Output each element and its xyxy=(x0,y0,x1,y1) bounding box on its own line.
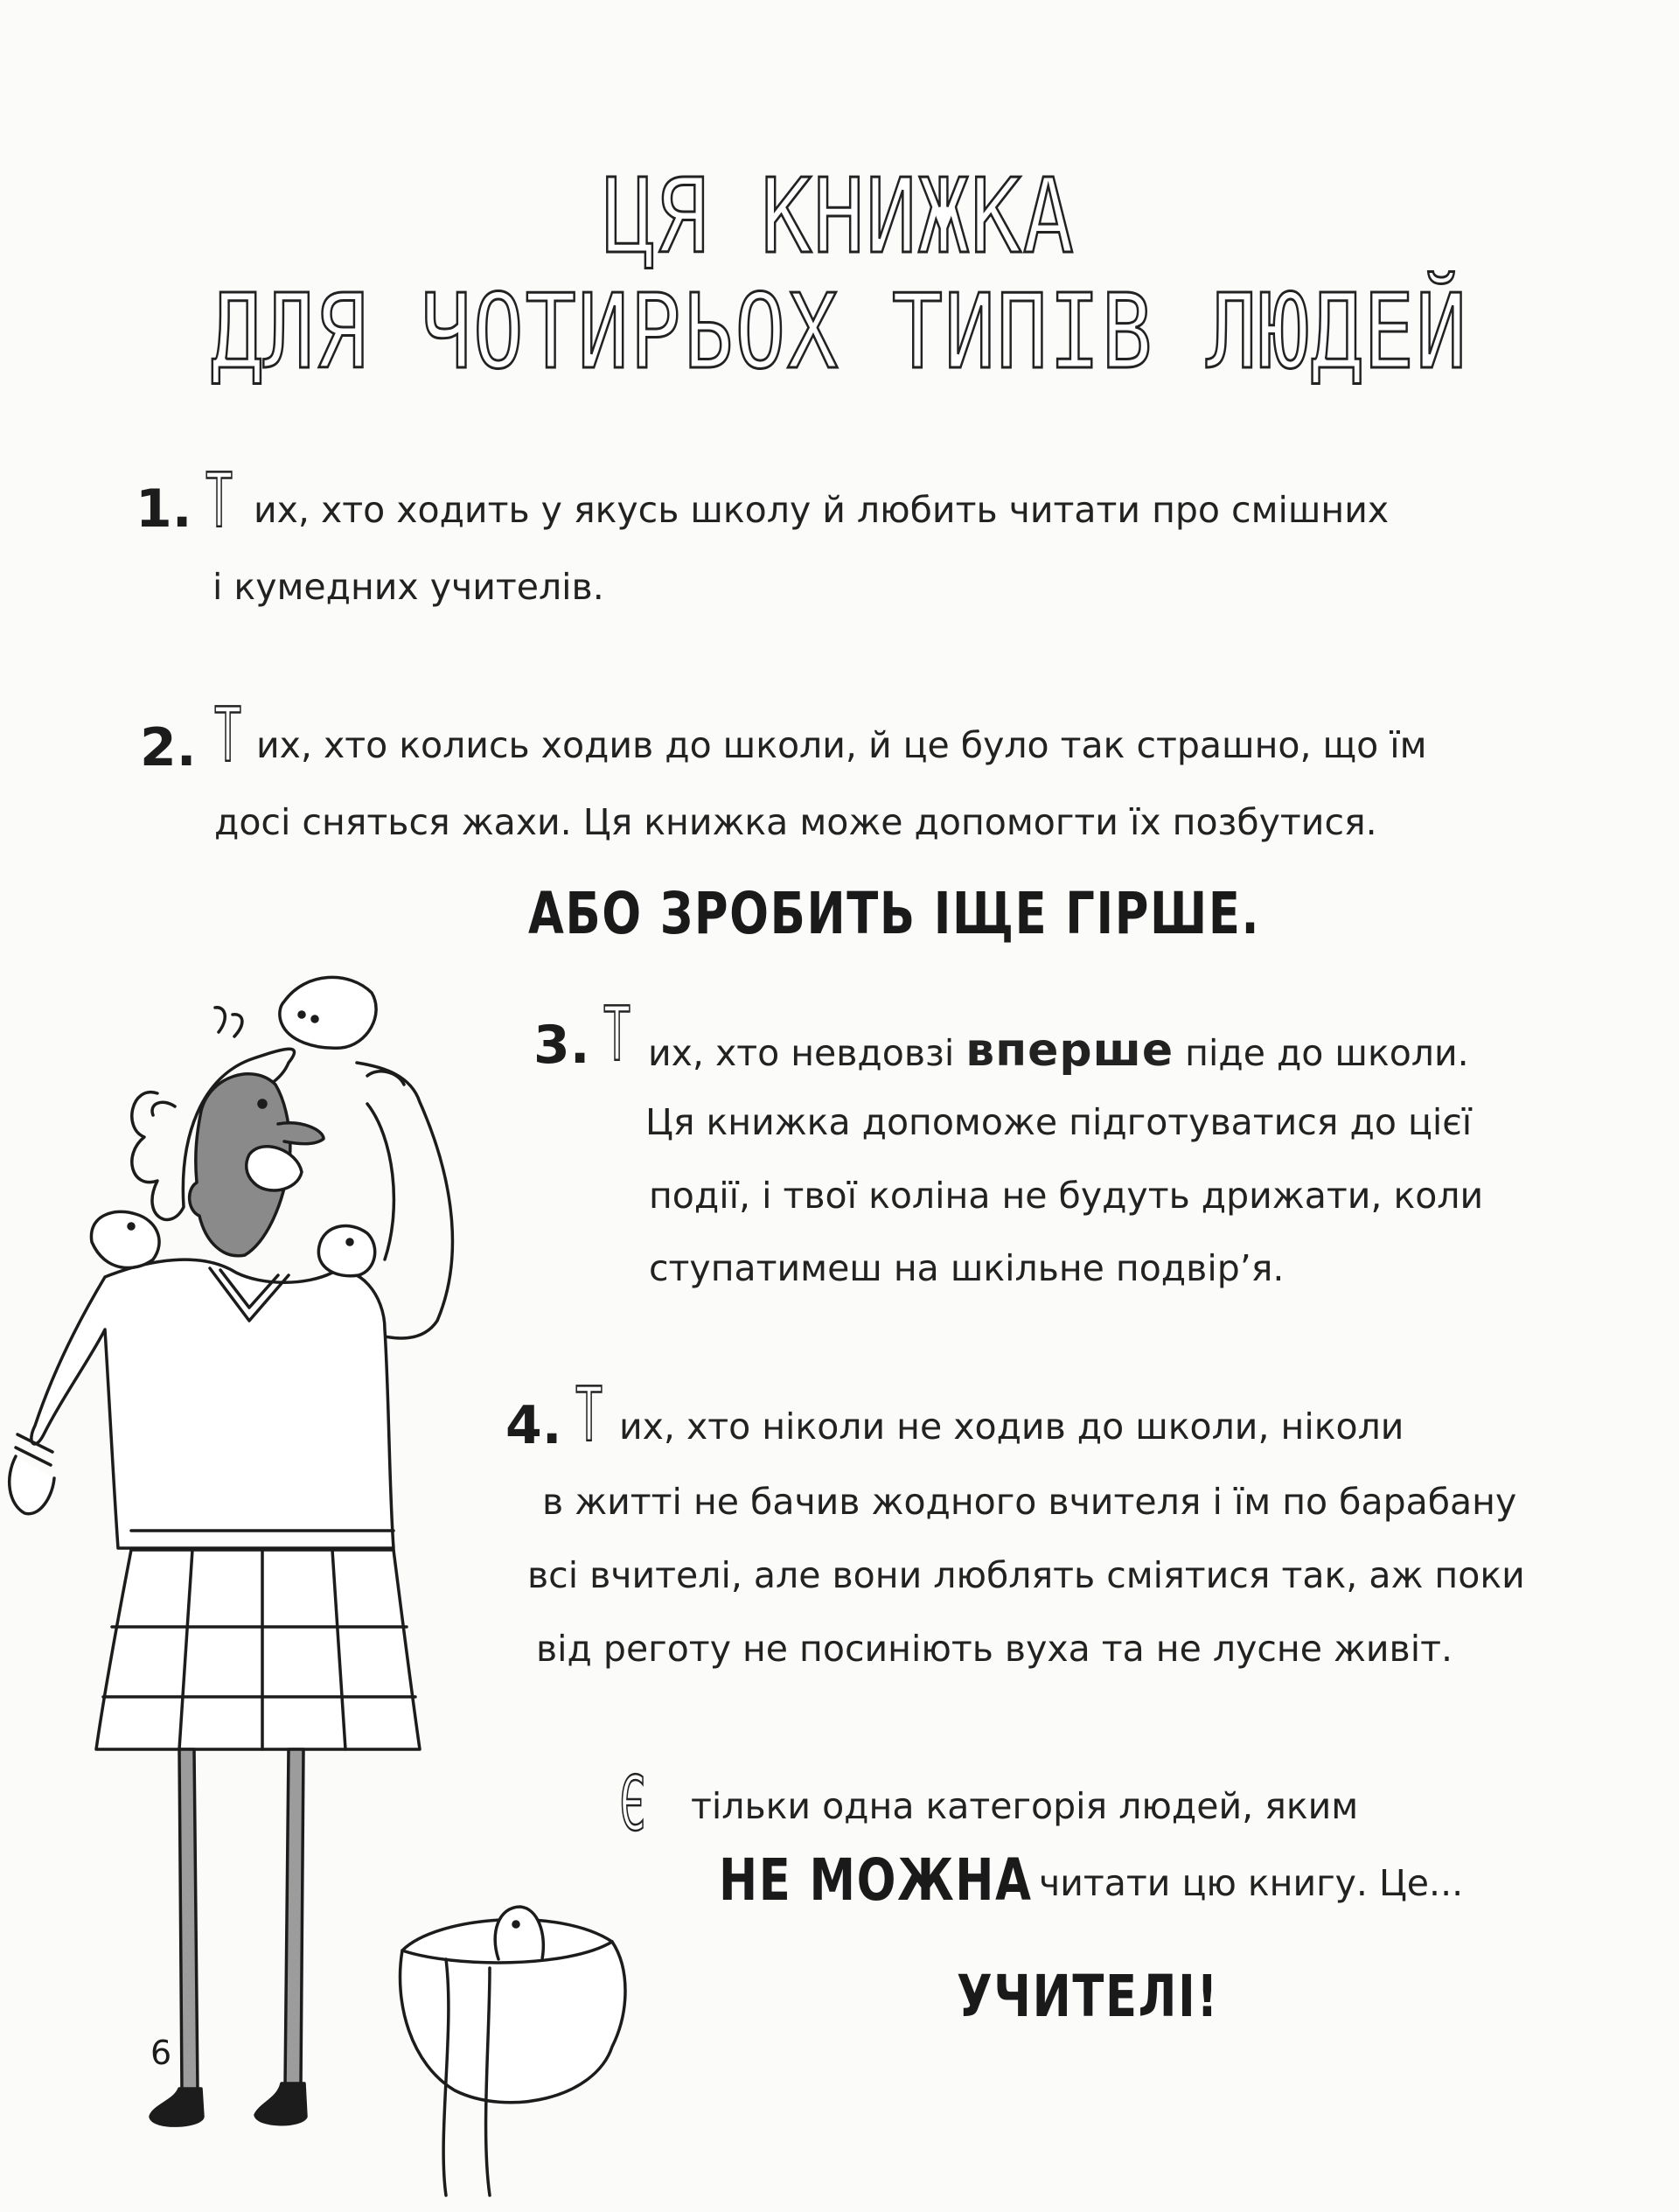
item-1-drop-cap: Т xyxy=(206,457,233,545)
mouth xyxy=(247,1147,302,1190)
shoulder-hamster-right xyxy=(318,1226,374,1276)
bag-hamster xyxy=(495,1907,543,1959)
item-4-line-2: в житті не бачив жодного вчителя і їм по барабану xyxy=(542,1481,1517,1523)
shoulder-hamster-left xyxy=(91,1211,159,1267)
item-1-line-2: і кумедних учителів. xyxy=(212,566,604,608)
item-2-drop-cap: Т xyxy=(214,692,242,779)
item-3-line-1-start: их, хто невдовзі xyxy=(648,1032,955,1074)
item-4-line-4: від реготу не посиніють вуха та не лусне живіт. xyxy=(536,1628,1453,1670)
sweater xyxy=(31,1260,394,1548)
item-4-number: 4. xyxy=(505,1395,562,1456)
item-4-drop-cap: Т xyxy=(575,1371,603,1459)
page-title-line-1: ЦЯ КНИЖКА xyxy=(603,156,1076,276)
ending-line-1: тільки одна категорія людей, яким xyxy=(691,1785,1359,1827)
item-3-line-1-end: піде до школи. xyxy=(1185,1032,1469,1074)
item-2-line-2: досі сняться жахи. Ця книжка може допомогти їх позбутися. xyxy=(214,801,1377,843)
ending-drop-cap: Є xyxy=(619,1761,647,1848)
item-2-number: 2. xyxy=(140,717,197,778)
item-1-line-1: их, хто ходить у якусь школу й любить читати про смішних xyxy=(254,489,1390,531)
item-4-line-1: их, хто ніколи не ходив до школи, ніколи xyxy=(619,1406,1404,1448)
item-2-line-1: их, хто колись ходив до школи, й це було так страшно, що їм xyxy=(256,724,1427,766)
ending-cannot-emphasis: НЕ МОЖНА xyxy=(719,1846,1033,1914)
item-3-number: 3. xyxy=(533,1015,590,1076)
cuff xyxy=(367,1071,404,1085)
item-1-number: 1. xyxy=(136,478,192,540)
page-number: 6 xyxy=(150,2034,172,2072)
item-3-line-3: події, і твої коліна не будуть дрижати, коли xyxy=(649,1175,1484,1217)
item-4-line-3: всі вчителі, але вони люблять сміятися так, аж поки xyxy=(527,1554,1525,1596)
nose xyxy=(278,1123,324,1144)
skirt xyxy=(96,1550,420,1749)
leg-right xyxy=(285,1749,303,2086)
item-3-line-4: ступатимеш на шкільне подвір’я. xyxy=(649,1247,1285,1289)
ending-line-2: читати цю книгу. Це... xyxy=(1039,1862,1464,1904)
shoe-right xyxy=(255,2083,306,2125)
item-3-drop-cap: Т xyxy=(603,991,631,1078)
eye xyxy=(259,1100,266,1107)
held-hamster xyxy=(280,977,376,1048)
shoe-left xyxy=(150,2089,203,2125)
item-3-line-2: Ця книжка допоможе підготуватися до цієї xyxy=(645,1101,1473,1143)
page-title-line-2: ДЛЯ ЧОТИРЬОХ ТИПІВ ЛЮДЕЙ xyxy=(211,271,1468,392)
callout-worse: АБО ЗРОБИТЬ ІЩЕ ГІРШЕ. xyxy=(528,880,1261,947)
ending-final-teachers: УЧИТЕЛІ! xyxy=(957,1963,1220,2030)
item-3-emphasis-first-time: вперше xyxy=(965,1024,1174,1077)
leg-left xyxy=(179,1749,198,2090)
